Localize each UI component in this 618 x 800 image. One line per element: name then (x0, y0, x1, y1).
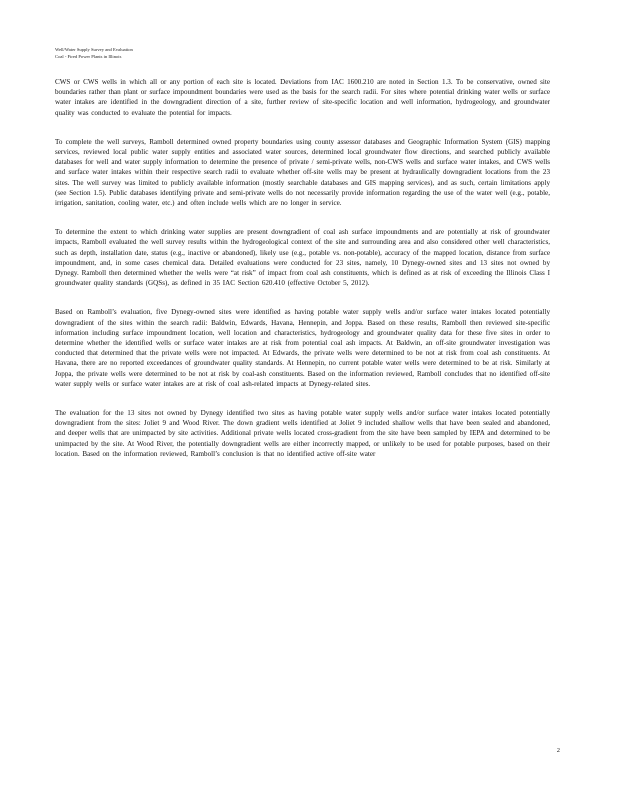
paragraph-risk-determination: To determine the extent to which drinking water supplies are present downgradient of coal ash surface impoundments and are potentially at risk of groundwater impacts, Ramboll evaluated the well survey results within the hydrogeological context of the site and surrounding area and also considered other well characteristics, such as depth, installation date, status (e.g., inactive or abandoned), likely use (e.g., potable vs. non-potable), accuracy of the mapped location, distance from surface impoundment, and, in some cases chemical data. Detailed evaluations were conducted for 23 sites, namely, 10 Dynegy-owned sites and 13 sites not owned by Dynegy. Ramboll then determined whether the wells were “at risk” of impact from coal ash constituents, which is defined as at risk of exceeding the Illinois Class I groundwater quality standards (GQSs), as defined in 35 IAC Section 620.410 (effective October 5, 2012). (55, 228, 550, 288)
header-line-2: Coal - Fired Power Plants in Illinois (55, 54, 122, 59)
paragraph-search-radii: CWS or CWS wells in which all or any portion of each site is located. Deviations from IAC 1600.210 are noted in Section 1.3. To be conservative, owned site boundaries rather than plant or surface impoundment boundaries were used as the basis for the search radii. For sites where potential drinking water wells or surface water intakes are identified in the downgradient direction of a site, further review of site-specific location and well information, hydrogeology, and groundwater quality was conducted to evaluate the potential for impacts. (55, 78, 550, 117)
paragraph-dynegy-sites: Based on Ramboll’s evaluation, five Dynegy-owned sites were identified as having potable water supply wells and/or surface water intakes located potentially downgradient of the sites within the search radii: Baldwin, Edwards, Havana, Hennepin, and Joppa. Based on these results, Ramboll then reviewed site-specific information including surface impoundment location, well location and characteristics, hydrogeology and groundwater quality data for these five sites in order to determine whether the identified wells or surface water intakes are at risk from potential coal ash impacts. At Baldwin, an off-site groundwater investigation was conducted that determined that the private wells were not impacted. At Edwards, the private wells were determined to be not at risk from coal ash constituents. At Havana, there are no reported exceedances of groundwater quality standards. At Hennepin, no current potable water wells were determined to be at risk. Similarly at Joppa, the private wells were determined to be not at risk by coal-ash constituents. Based on the information reviewed, Ramboll concludes that no identified off-site water supply wells or surface water intakes are at risk of coal ash-related impacts at Dynegy-related sites. (55, 308, 550, 388)
paragraph-well-survey-method: To complete the well surveys, Ramboll determined owned property boundaries using county assessor databases and Geographic Information System (GIS) mapping services, reviewed local public water supply entities and associated water sources, determined local groundwater flow directions, and searched publicly available databases for well and water supply information to determine the presence of private / semi-private wells, non-CWS wells and surface water intakes, and CWS wells and surface water intakes within their respective search radii to evaluate whether off-site wells may be present at hydraulically downgradient locations from the 23 sites. The well survey was limited to publicly available information (mostly searchable databases and GIS mapping services), and as such, certain limitations apply (see Section 1.5). Public databases identifying private and semi-private wells do not necessarily provide information regarding the use of the water well (e.g., potable, irrigation, sanitation, cooling water, etc.) and often include wells which are no longer in service. (55, 137, 550, 208)
running-header (55, 46, 295, 60)
paragraph-non-dynegy-sites: The evaluation for the 13 sites not owned by Dynegy identified two sites as having potable water supply wells and/or surface water intakes located potentially downgradient from the sites: Joliet 9 and Wood River. The down gradient wells identified at Joliet 9 included shallow wells that have been sealed and abandoned, and deeper wells that are unimpacted by site activities. Additional private wells located cross-gradient from the site have been sampled by IEPA and determined to be unimpacted by the site. At Wood River, the potentially downgradient wells are either incorrectly mapped, or unlikely to be used for potable purposes, based on their location. Based on the information reviewed, Ramboll’s conclusion is that no identified active off-site water (55, 409, 550, 458)
header-line-1: Well/Water Supply Survey and Evaluation (55, 47, 133, 52)
page-number: 2 (556, 747, 560, 754)
document-body (55, 77, 550, 478)
